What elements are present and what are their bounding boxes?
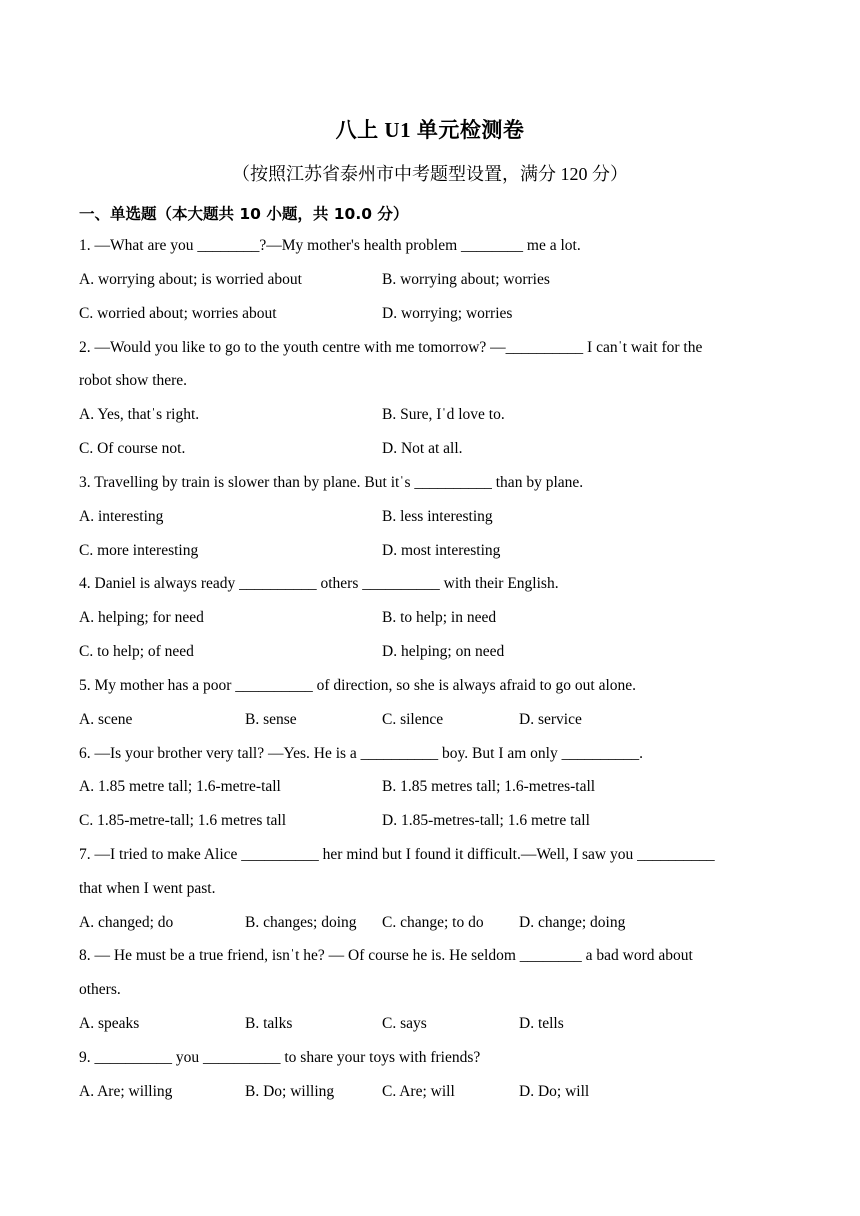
question-2-option-c: C. Of course not. [79,440,186,457]
page-subtitle: （按照江苏省泰州市中考题型设置，满分 120 分） [232,164,628,184]
question-2-option-a: A. Yes, thatˈs right. [79,406,200,423]
question-2-stem-line-1: 2. —Would you like to go to the youth centre with me tomorrow? —__________ I canˈt wait for the [79,339,703,356]
question-2-option-b: B. Sure, Iˈd love to. [382,406,505,423]
question-8-stem-line-1: 8. — He must be a true friend, isnˈt he? — Of course he is. He seldom ________ a bad word about [79,947,693,964]
question-3-stem: 3. Travelling by train is slower than by plane. But itˈs __________ than by plane. [79,474,584,491]
question-9-option-b: B. Do; willing [245,1083,335,1100]
question-9-option-a: A. Are; willing [79,1083,173,1100]
question-5-option-c: C. silence [382,711,444,728]
question-7-option-a: A. changed; do [79,914,174,931]
question-1-option-d: D. worrying; worries [382,305,513,322]
question-7-option-d: D. change; doing [519,914,626,931]
question-7-option-b: B. changes; doing [245,914,357,931]
question-9-option-c: C. Are; will [382,1083,455,1100]
question-7-stem-line-2: that when I went past. [79,880,216,897]
question-3-option-b: B. less interesting [382,508,493,525]
question-5-option-a: A. scene [79,711,133,728]
question-6-stem: 6. —Is your brother very tall? —Yes. He is a __________ boy. But I am only __________. [79,745,643,762]
question-4-option-a: A. helping; for need [79,609,204,626]
question-3-option-c: C. more interesting [79,542,199,559]
question-1-option-a: A. worrying about; is worried about [79,271,302,288]
question-6-option-a: A. 1.85 metre tall; 1.6-metre-tall [79,778,281,795]
question-7-option-c: C. change; to do [382,914,484,931]
question-5-option-b: B. sense [245,711,297,728]
question-6-option-d: D. 1.85-metres-tall; 1.6 metre tall [382,812,590,829]
section-heading: 一、单选题（本大题共 10 小题，共 10.0 分） [79,205,409,223]
question-6-option-c: C. 1.85-metre-tall; 1.6 metres tall [79,812,287,829]
question-4-option-c: C. to help; of need [79,643,194,660]
page-title: 八上 U1 单元检测卷 [335,118,525,142]
question-2-stem-line-2: robot show there. [79,372,188,389]
question-2-option-d: D. Not at all. [382,440,463,457]
question-4-option-d: D. helping; on need [382,643,505,660]
question-4-option-b: B. to help; in need [382,609,497,626]
question-8-stem-line-2: others. [79,981,121,998]
question-9-option-d: D. Do; will [519,1083,590,1100]
question-8-option-b: B. talks [245,1015,293,1032]
question-9-stem: 9. __________ you __________ to share your toys with friends? [79,1049,481,1066]
question-5-option-d: D. service [519,711,582,728]
question-1-stem: 1. —What are you ________?—My mother's health problem ________ me a lot. [79,237,581,254]
question-5-stem: 5. My mother has a poor __________ of direction, so she is always afraid to go out alone. [79,677,637,694]
question-8-option-d: D. tells [519,1015,564,1032]
question-3-option-d: D. most interesting [382,542,501,559]
question-8-option-a: A. speaks [79,1015,140,1032]
question-4-stem: 4. Daniel is always ready __________ others __________ with their English. [79,575,559,592]
question-6-option-b: B. 1.85 metres tall; 1.6-metres-tall [382,778,596,795]
question-1-option-c: C. worried about; worries about [79,305,277,322]
question-1-option-b: B. worrying about; worries [382,271,550,288]
question-7-stem-line-1: 7. —I tried to make Alice __________ her mind but I found it difficult.—Well, I saw you __________ [79,846,715,863]
question-8-option-c: C. says [382,1015,427,1032]
question-3-option-a: A. interesting [79,508,164,525]
